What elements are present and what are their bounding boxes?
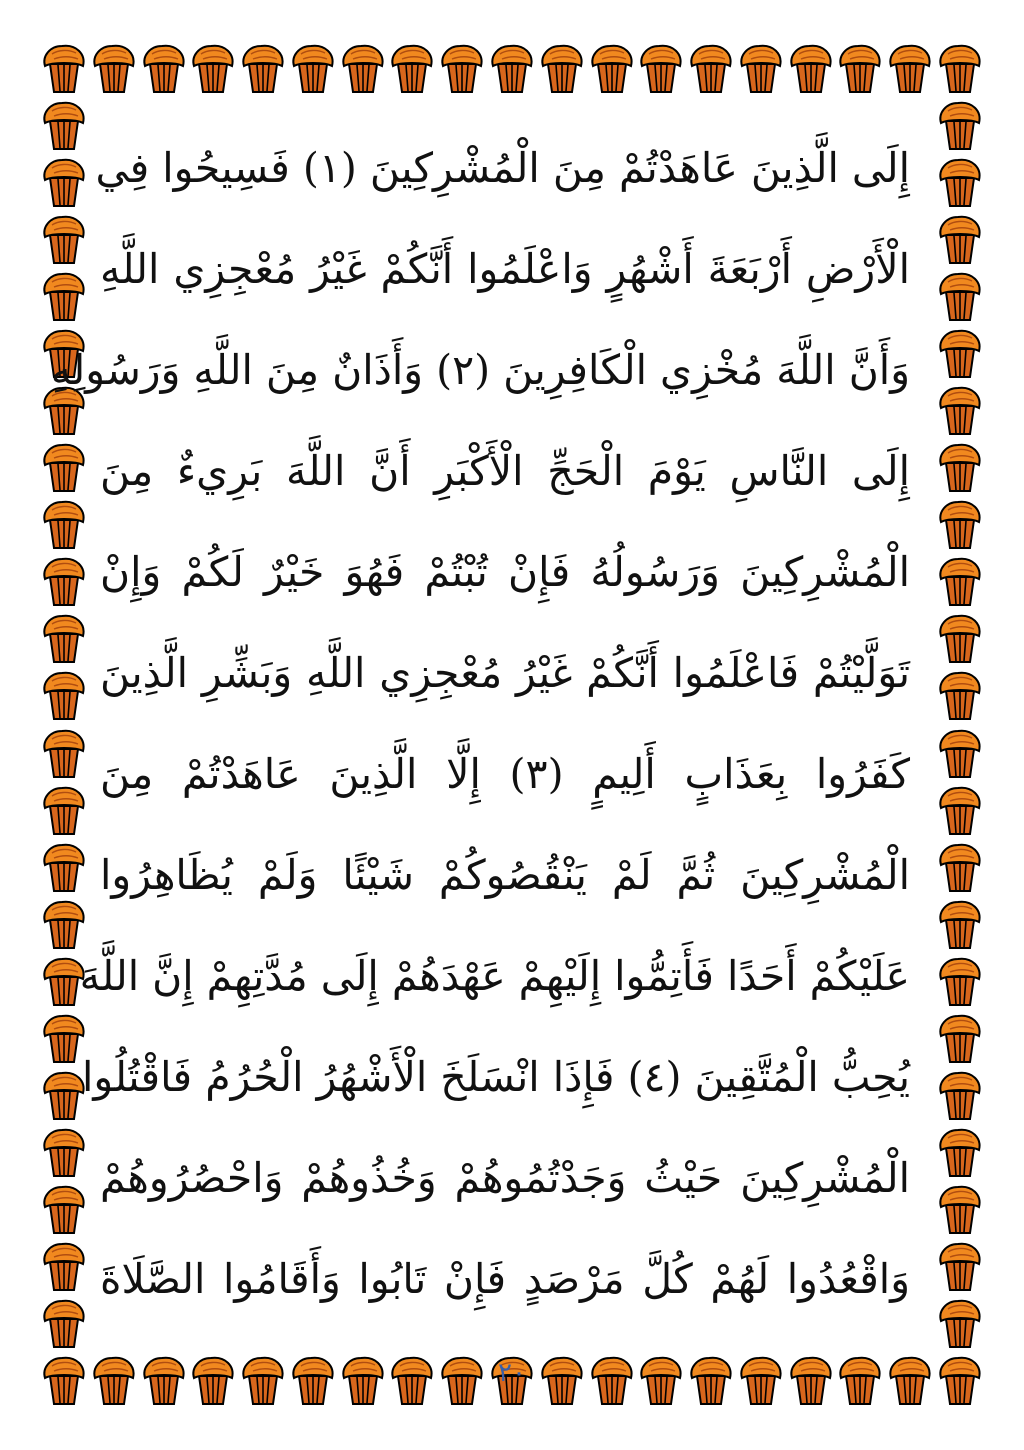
muffin-icon (687, 1352, 735, 1408)
verse-line: وَاقْعُدُوا لَهُمْ كُلَّ مَرْصَدٍ فَإِنْ تَابُوا وَأَقَامُوا الصَّلَاةَ (100, 1255, 910, 1303)
muffin-icon (936, 1352, 984, 1408)
muffin-icon (438, 40, 486, 96)
muffin-icon (936, 1295, 984, 1351)
muffin-icon (40, 1238, 88, 1294)
muffin-icon (787, 1352, 835, 1408)
verse-line: كَفَرُوا بِعَذَابٍ أَلِيمٍ (٣) إِلَّا الَّذِينَ عَاهَدْتُمْ مِنَ (100, 750, 910, 798)
muffin-icon (637, 40, 685, 96)
muffin-icon (936, 268, 984, 324)
verse-line: إِلَى الَّذِينَ عَاهَدْتُمْ مِنَ الْمُشْرِكِينَ (١) فَسِيحُوا فِي (95, 144, 910, 192)
verse-line: وَأَنَّ اللَّهَ مُخْزِي الْكَافِرِينَ (٢) وَأَذَانٌ مِنَ اللَّهِ وَرَسُولِهِ (50, 346, 910, 394)
muffin-icon (140, 40, 188, 96)
muffin-icon (40, 839, 88, 895)
muffin-icon (886, 40, 934, 96)
muffin-icon (40, 211, 88, 267)
muffin-icon (588, 1352, 636, 1408)
muffin-icon (140, 1352, 188, 1408)
muffin-icon (936, 610, 984, 666)
muffin-icon (936, 496, 984, 552)
muffin-icon (936, 1238, 984, 1294)
muffin-icon (40, 97, 88, 153)
muffin-icon (936, 1010, 984, 1066)
muffin-icon (40, 439, 88, 495)
muffin-icon (488, 40, 536, 96)
muffin-icon (40, 1295, 88, 1351)
muffin-icon (936, 439, 984, 495)
muffin-icon (90, 40, 138, 96)
page-number: ٢٠ (498, 1358, 526, 1388)
muffin-icon (339, 40, 387, 96)
muffin-icon (40, 553, 88, 609)
muffin-icon (936, 382, 984, 438)
muffin-icon (40, 782, 88, 838)
muffin-icon (936, 1124, 984, 1180)
muffin-icon (289, 1352, 337, 1408)
muffin-icon (289, 40, 337, 96)
muffin-icon (936, 40, 984, 96)
muffin-icon (40, 610, 88, 666)
muffin-icon (40, 268, 88, 324)
muffin-icon (936, 667, 984, 723)
verse-line: يُحِبُّ الْمُتَّقِينَ (٤) فَإِذَا انْسَلَخَ الْأَشْهُرُ الْحُرُمُ فَاقْتُلُوا (81, 1053, 910, 1101)
muffin-icon (687, 40, 735, 96)
muffin-icon (936, 211, 984, 267)
muffin-icon (40, 40, 88, 96)
muffin-icon (936, 953, 984, 1009)
muffin-icon (339, 1352, 387, 1408)
muffin-icon (737, 40, 785, 96)
verse-line: الْأَرْضِ أَرْبَعَةَ أَشْهُرٍ وَاعْلَمُوا أَنَّكُمْ غَيْرُ مُعْجِزِي اللَّهِ (100, 245, 910, 293)
muffin-icon (239, 40, 287, 96)
muffin-icon (40, 154, 88, 210)
muffin-icon (40, 1181, 88, 1237)
verse-line: الْمُشْرِكِينَ ثُمَّ لَمْ يَنْقُصُوكُمْ شَيْئًا وَلَمْ يُظَاهِرُوا (100, 851, 910, 899)
verse-line: عَلَيْكُمْ أَحَدًا فَأَتِمُّوا إِلَيْهِمْ عَهْدَهُمْ إِلَى مُدَّتِهِمْ إِنَّ اللَّهَ (79, 952, 910, 1000)
muffin-icon (388, 1352, 436, 1408)
muffin-icon (40, 1124, 88, 1180)
muffin-icon (836, 40, 884, 96)
verse-line: الْمُشْرِكِينَ وَرَسُولُهُ فَإِنْ تُبْتُمْ فَهُوَ خَيْرٌ لَكُمْ وَإِنْ (100, 548, 910, 596)
muffin-icon (239, 1352, 287, 1408)
muffin-icon (588, 40, 636, 96)
muffin-icon (936, 725, 984, 781)
muffin-icon (388, 40, 436, 96)
muffin-icon (40, 725, 88, 781)
muffin-icon (40, 667, 88, 723)
muffin-icon (886, 1352, 934, 1408)
muffin-icon (637, 1352, 685, 1408)
muffin-icon (936, 154, 984, 210)
muffin-icon (936, 839, 984, 895)
muffin-icon (936, 325, 984, 381)
muffin-icon (836, 1352, 884, 1408)
muffin-icon (936, 1067, 984, 1123)
muffin-icon (40, 1352, 88, 1408)
muffin-icon (936, 1181, 984, 1237)
muffin-icon (40, 496, 88, 552)
muffin-icon (189, 1352, 237, 1408)
muffin-icon (737, 1352, 785, 1408)
muffin-icon (787, 40, 835, 96)
verse-line: الْمُشْرِكِينَ حَيْثُ وَجَدْتُمُوهُمْ وَخُذُوهُمْ وَاحْصُرُوهُمْ (100, 1154, 910, 1202)
muffin-icon (90, 1352, 138, 1408)
verse-line: تَوَلَّيْتُمْ فَاعْلَمُوا أَنَّكُمْ غَيْرُ مُعْجِزِي اللَّهِ وَبَشِّرِ الَّذِينَ (100, 649, 910, 697)
muffin-icon (936, 553, 984, 609)
muffin-icon (189, 40, 237, 96)
muffin-icon (538, 40, 586, 96)
muffin-icon (936, 896, 984, 952)
muffin-icon (936, 97, 984, 153)
muffin-icon (936, 782, 984, 838)
verse-text-block (50, 118, 910, 1338)
muffin-icon (40, 1067, 88, 1123)
verse-line: إِلَى النَّاسِ يَوْمَ الْحَجِّ الْأَكْبَرِ أَنَّ اللَّهَ بَرِيءٌ مِنَ (100, 447, 910, 495)
